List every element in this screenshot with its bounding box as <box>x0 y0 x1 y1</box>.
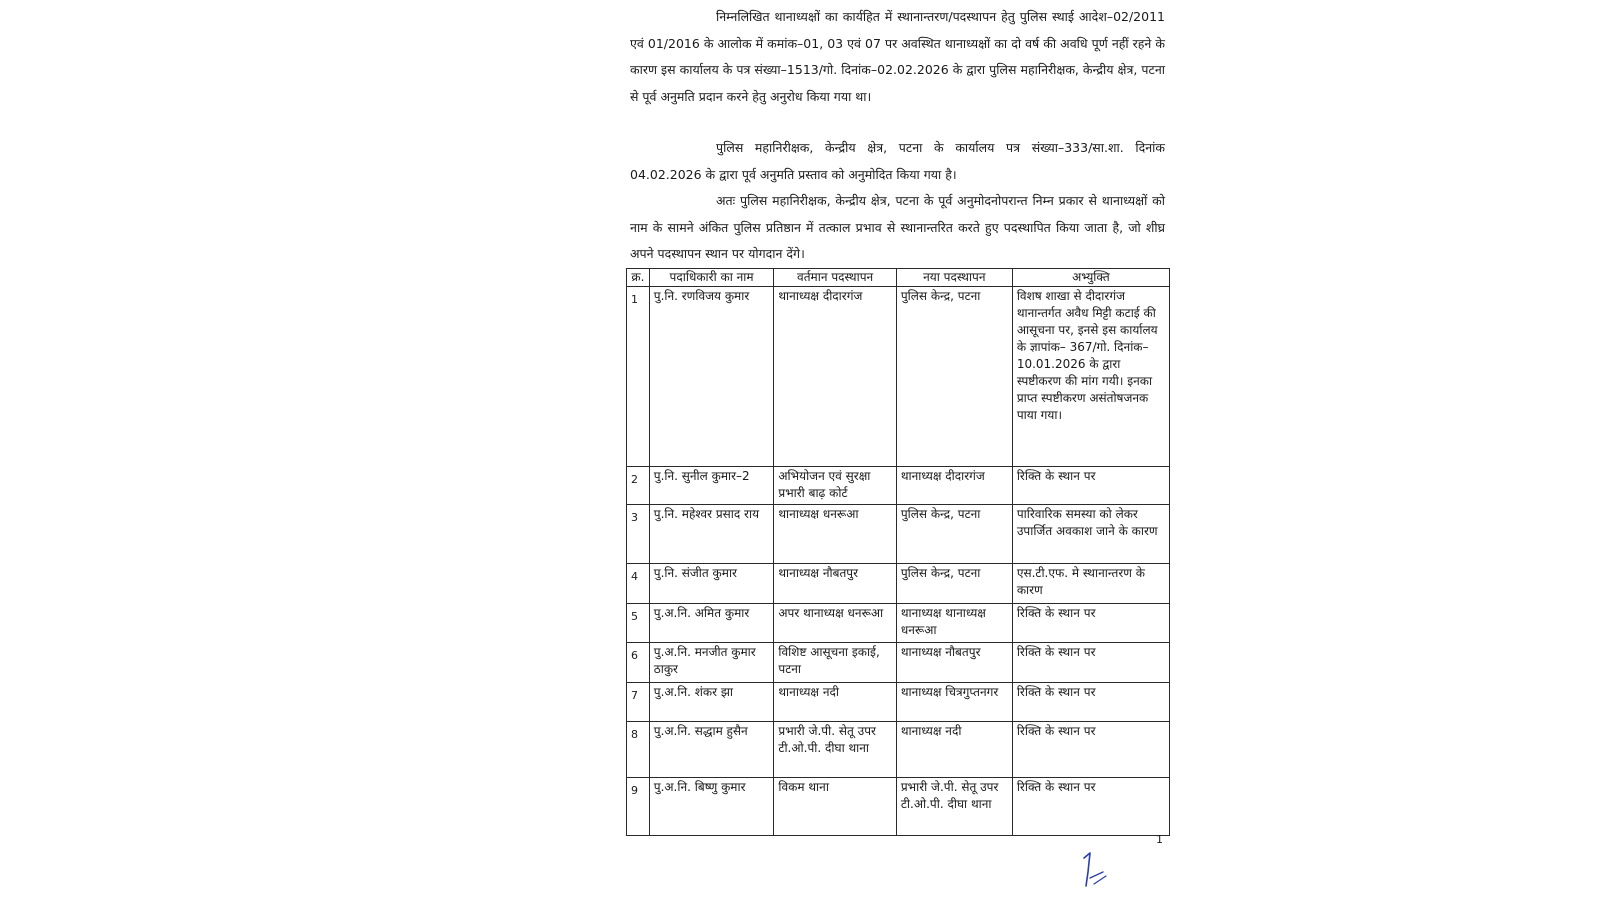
cell-serial: 1 <box>627 287 650 467</box>
cell-new-posting: पुलिस केन्द्र, पटना <box>896 564 1012 604</box>
table-row <box>627 287 1170 467</box>
cell-current-posting: थानाध्यक्ष धनरूआ <box>774 505 896 564</box>
cell-new-posting: पुलिस केन्द्र, पटना <box>896 505 1012 564</box>
table-row <box>627 722 1170 778</box>
cell-remark: रिक्ति के स्थान पर <box>1012 643 1169 683</box>
cell-remark: रिक्ति के स्थान पर <box>1012 467 1169 505</box>
paragraph-2 <box>630 135 1165 188</box>
cell-remark: रिक्ति के स्थान पर <box>1012 683 1169 722</box>
header-officer-name: पदाधिकारी का नाम <box>649 269 774 287</box>
paragraph-2-text: पुलिस महानिरीक्षक, केन्द्रीय क्षेत्र, पटना के कार्यालय पत्र संख्या–333/सा.शा. दिनांक 04.02.2026 के द्वारा पूर्व अनुमति प्रस्ताव को अनुमोदित किया गया है। <box>630 140 1165 182</box>
cell-remark: एस.टी.एफ. मे स्थानान्तरण के कारण <box>1012 564 1169 604</box>
cell-officer-name: पु.नि. महेश्वर प्रसाद राय <box>649 505 774 564</box>
cell-serial: 6 <box>627 643 650 683</box>
transfer-table <box>626 268 1170 836</box>
cell-officer-name: पु.अ.नि. मनजीत कुमार ठाकुर <box>649 643 774 683</box>
cell-new-posting: थानाध्यक्ष नौबतपुर <box>896 643 1012 683</box>
header-new-posting: नया पदस्थापन <box>896 269 1012 287</box>
cell-officer-name: पु.नि. संजीत कुमार <box>649 564 774 604</box>
cell-serial: 2 <box>627 467 650 505</box>
cell-remark: रिक्ति के स्थान पर <box>1012 604 1169 643</box>
page-number: 1 <box>1156 833 1163 846</box>
cell-officer-name: पु.नि. सुनील कुमार–2 <box>649 467 774 505</box>
cell-new-posting: पुलिस केन्द्र, पटना <box>896 287 1012 467</box>
cell-serial: 4 <box>627 564 650 604</box>
cell-new-posting: थानाध्यक्ष नदी <box>896 722 1012 778</box>
cell-officer-name: पु.अ.नि. अमित कुमार <box>649 604 774 643</box>
cell-serial: 8 <box>627 722 650 778</box>
table-header-row <box>627 269 1170 287</box>
cell-new-posting: थानाध्यक्ष दीदारगंज <box>896 467 1012 505</box>
cell-officer-name: पु.नि. रणविजय कुमार <box>649 287 774 467</box>
table-row <box>627 505 1170 564</box>
cell-officer-name: पु.अ.नि. सद्धाम हुसैन <box>649 722 774 778</box>
cell-current-posting: प्रभारी जे.पी. सेतू उपर टी.ओ.पी. दीघा थाना <box>774 722 896 778</box>
cell-officer-name: पु.अ.नि. शंकर झा <box>649 683 774 722</box>
paragraph-3-text: अतः पुलिस महानिरीक्षक, केन्द्रीय क्षेत्र, पटना के पूर्व अनुमोदनोपरान्त निम्न प्रकार से थानाध्यक्षों को नाम के सामने अंकित पुलिस प्रतिष्ठान में तत्काल प्रभाव से स्थानान्तरित करते हुए पदस्थापित किया जाता है, जो शीघ्र अपने पदस्थापन स्थान पर योगदान देंगे। <box>630 193 1165 261</box>
cell-current-posting: थानाध्यक्ष नौबतपुर <box>774 564 896 604</box>
cell-remark: विशष शाखा से दीदारगंज थानान्तर्गत अवैध मिट्टी कटाई की आसूचना पर, इनसे इस कार्यालय के ज्ञापांक– 367/गो. दिनांक–10.01.2026 के द्वारा स्पष्टीकरण की मांग गयी। इनका प्राप्त स्पष्टीकरण असंतोषजनक पाया गया। <box>1012 287 1169 467</box>
cell-current-posting: अपर थानाध्यक्ष धनरूआ <box>774 604 896 643</box>
table-row <box>627 604 1170 643</box>
cell-serial: 9 <box>627 778 650 836</box>
cell-current-posting: अभियोजन एवं सुरक्षा प्रभारी बाढ़ कोर्ट <box>774 467 896 505</box>
cell-new-posting: प्रभारी जे.पी. सेतू उपर टी.ओ.पी. दीघा थाना <box>896 778 1012 836</box>
table-row <box>627 643 1170 683</box>
header-current-posting: वर्तमान पदस्थापन <box>774 269 896 287</box>
cell-current-posting: विकम थाना <box>774 778 896 836</box>
cell-officer-name: पु.अ.नि. बिष्णु कुमार <box>649 778 774 836</box>
cell-current-posting: विशिष्ट आसूचना इकाई, पटना <box>774 643 896 683</box>
cell-serial: 5 <box>627 604 650 643</box>
cell-current-posting: थानाध्यक्ष नदी <box>774 683 896 722</box>
table-row <box>627 683 1170 722</box>
cell-new-posting: थानाध्यक्ष चित्रगुप्तनगर <box>896 683 1012 722</box>
paragraph-1 <box>630 4 1165 110</box>
cell-serial: 7 <box>627 683 650 722</box>
cell-remark: रिक्ति के स्थान पर <box>1012 778 1169 836</box>
header-remarks: अभ्युक्ति <box>1012 269 1169 287</box>
header-serial: क्र. <box>627 269 650 287</box>
paragraph-1-text: निम्नलिखित थानाध्यक्षों का कार्यहित में स्थानान्तरण/पदस्थापन हेतु पुलिस स्थाई आदेश–02/2011 एवं 01/2016 के आलोक में कमांक–01, 03 एवं 07 पर अवस्थित थानाध्यक्षों का दो वर्ष की अवधि पूर्ण नहीं रहने के कारण इस कार्यालय के पत्र संख्या–1513/गो. दिनांक–02.02.2026 के द्वारा पुलिस महानिरीक्षक, केन्द्रीय क्षेत्र, पटना से पूर्व अनुमति प्रदान करने हेतु अनुरोध किया गया था। <box>630 9 1165 104</box>
paragraph-3 <box>630 188 1165 268</box>
cell-serial: 3 <box>627 505 650 564</box>
table-row <box>627 564 1170 604</box>
cell-remark: रिक्ति के स्थान पर <box>1012 722 1169 778</box>
table-row <box>627 467 1170 505</box>
table-row <box>627 778 1170 836</box>
cell-new-posting: थानाध्यक्ष थानाध्यक्ष धनरूआ <box>896 604 1012 643</box>
cell-current-posting: थानाध्यक्ष दीदारगंज <box>774 287 896 467</box>
cell-remark: पारिवारिक समस्या को लेकर उपार्जित अवकाश जाने के कारण <box>1012 505 1169 564</box>
handwritten-signature-mark <box>1076 850 1112 890</box>
